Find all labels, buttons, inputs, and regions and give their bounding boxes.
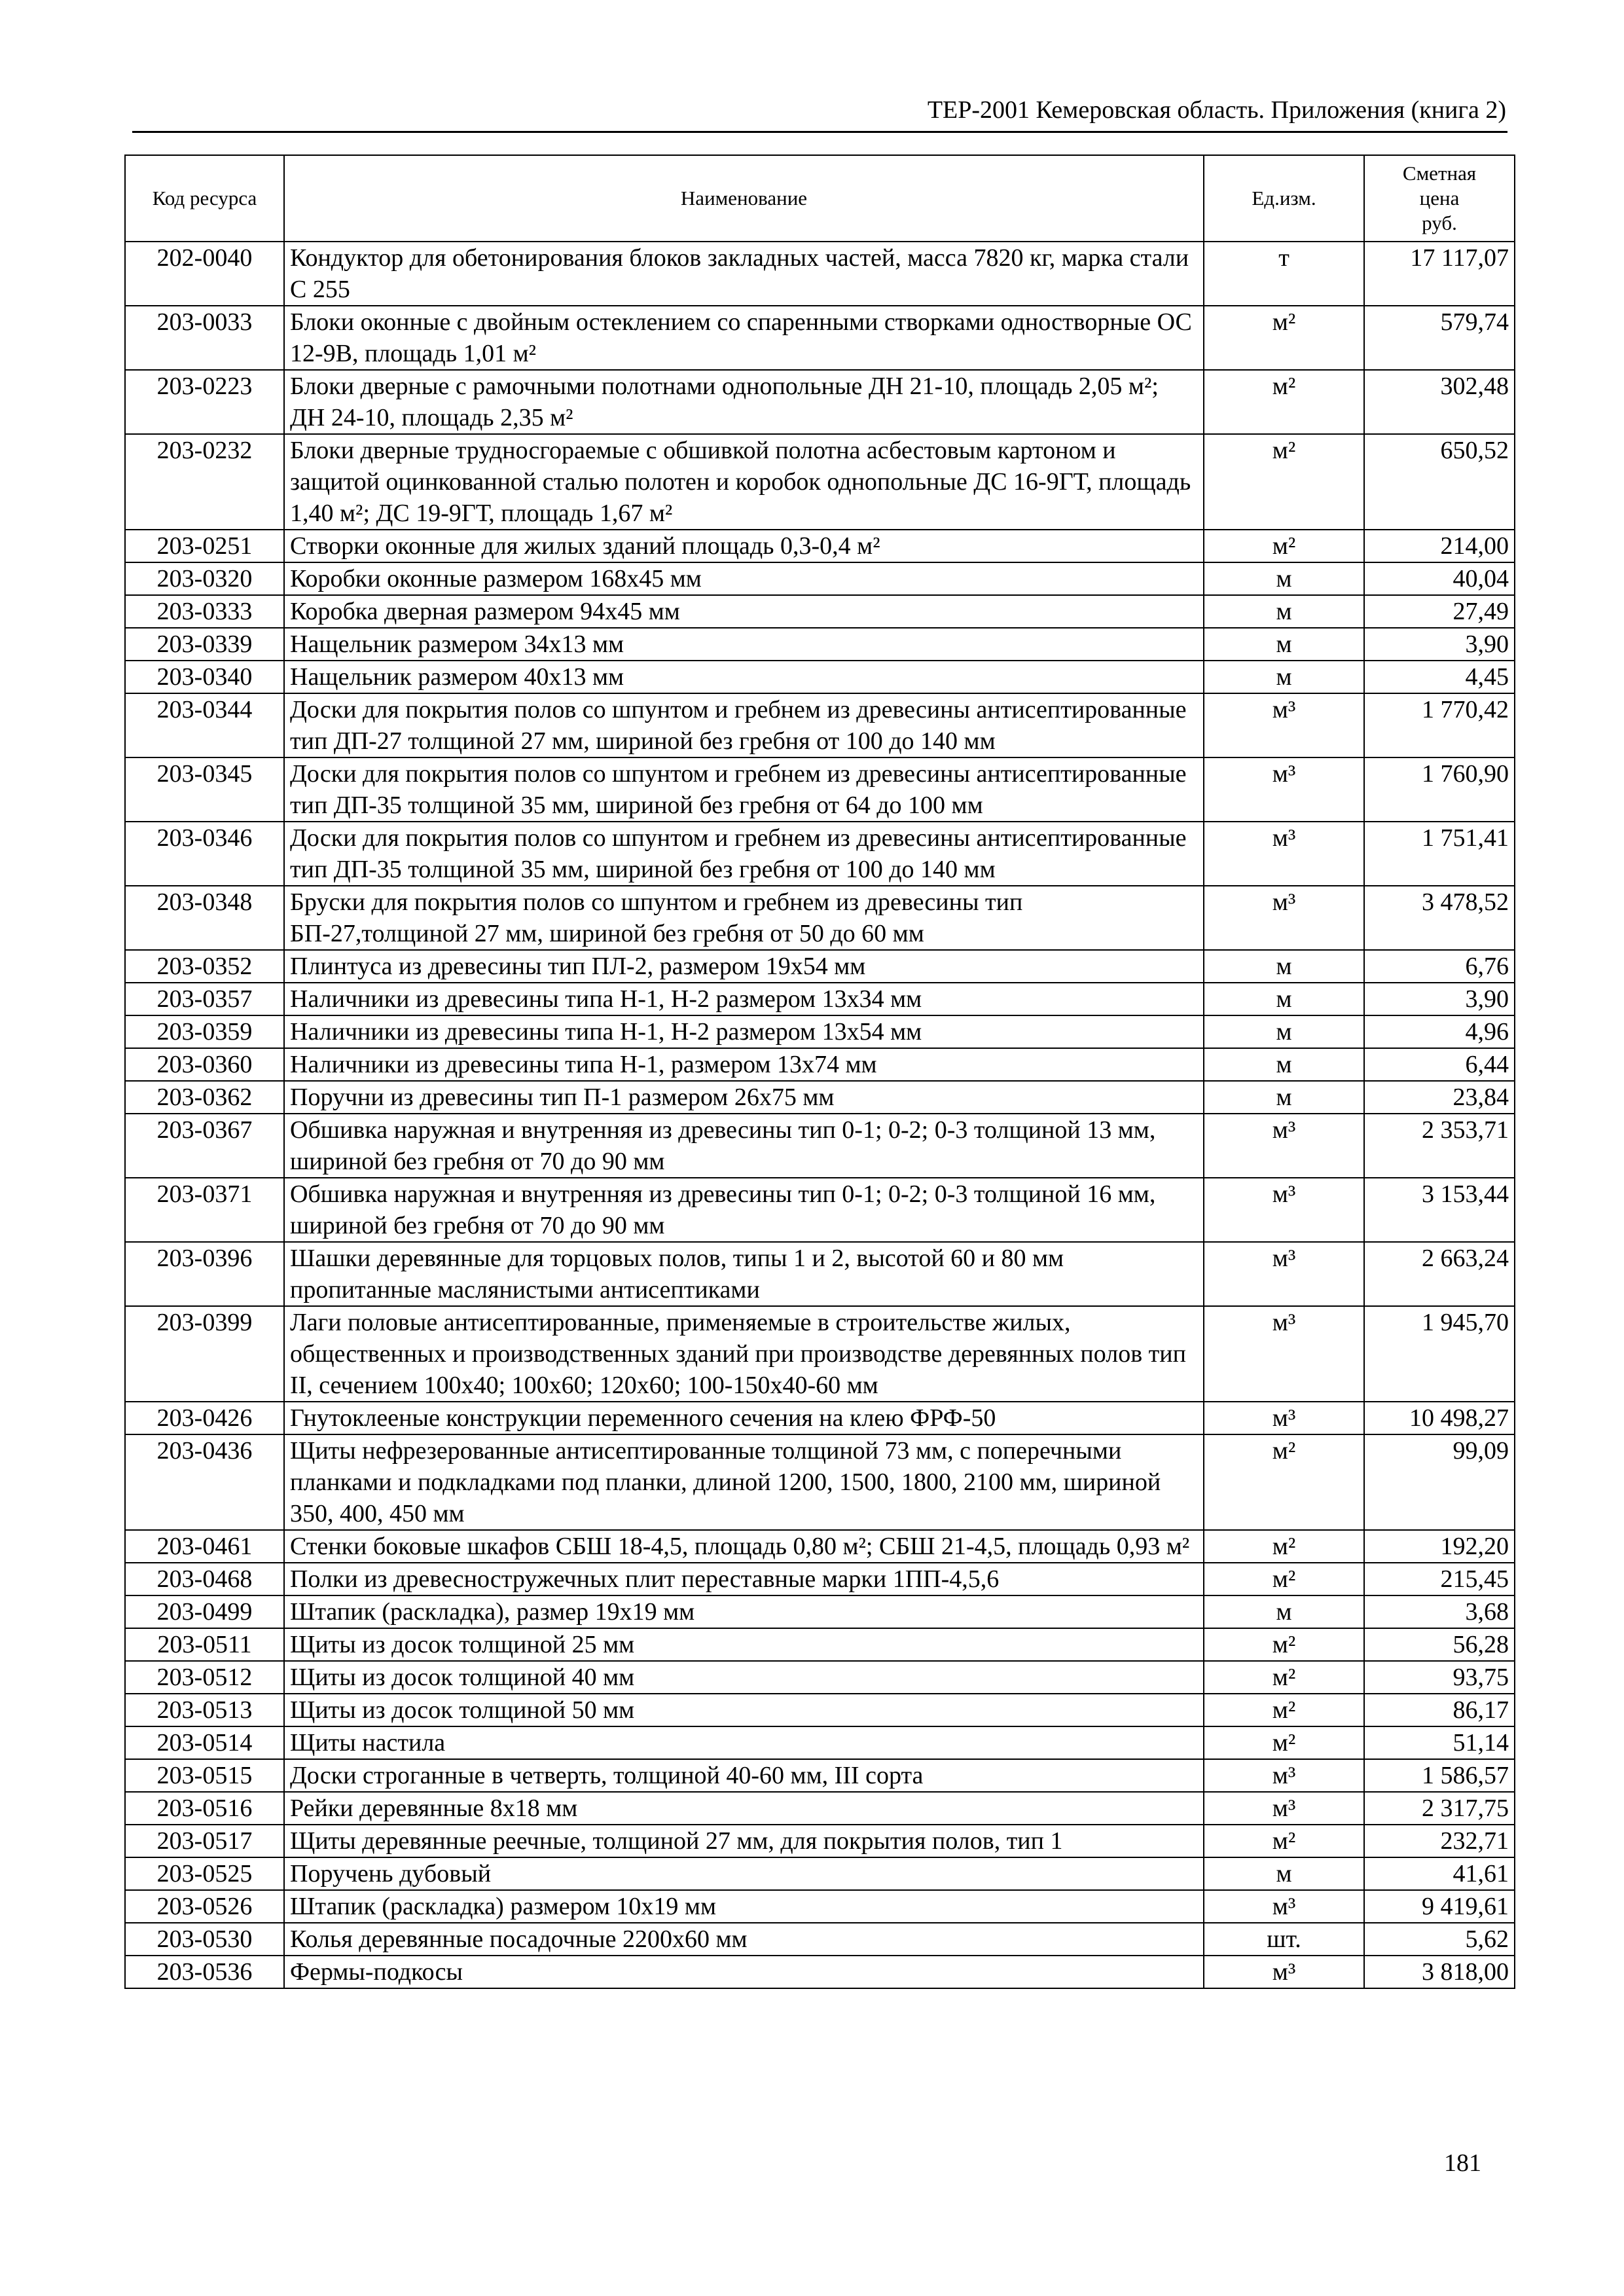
unit-cell: т bbox=[1204, 242, 1364, 306]
column-header-price-line: цена bbox=[1419, 187, 1460, 210]
resource-name-cell: Блоки дверные трудносгораемые с обшивкой полотна асбестовым картоном и защитой оцинкованной сталью полотен и коробок однопольные ДС 16-9ГТ, площадь 1,40 м²; ДС 19-9ГТ, площадь 1,67 м² bbox=[284, 434, 1204, 530]
price-cell: 99,09 bbox=[1364, 1434, 1515, 1530]
price-cell: 3,68 bbox=[1364, 1595, 1515, 1628]
price-cell: 23,84 bbox=[1364, 1081, 1515, 1114]
resource-name-cell: Обшивка наружная и внутренняя из древесины тип 0-1; 0-2; 0-3 толщиной 16 мм, шириной без гребня от 70 до 90 мм bbox=[284, 1178, 1204, 1242]
resource-name-cell: Наличники из древесины типа Н-1, Н-2 размером 13х54 мм bbox=[284, 1015, 1204, 1048]
resource-name-cell: Стенки боковые шкафов СБШ 18-4,5, площадь 0,80 м²; СБШ 21-4,5, площадь 0,93 м² bbox=[284, 1530, 1204, 1563]
resource-code-cell: 203-0344 bbox=[125, 693, 284, 757]
resource-name-cell: Штапик (раскладка), размер 19х19 мм bbox=[284, 1595, 1204, 1628]
table-row bbox=[125, 950, 1515, 983]
column-header-name: Наименование bbox=[284, 155, 1204, 242]
price-cell: 10 498,27 bbox=[1364, 1402, 1515, 1434]
resource-name-cell: Щиты из досок толщиной 50 мм bbox=[284, 1694, 1204, 1726]
price-cell: 302,48 bbox=[1364, 370, 1515, 434]
unit-cell: м² bbox=[1204, 370, 1364, 434]
resource-name-cell: Нащельник размером 40х13 мм bbox=[284, 661, 1204, 693]
resource-name-cell: Щиты нефрезерованные антисептированные толщиной 73 мм, с поперечными планками и подкладками под планки, длиной 1200, 1500, 1800, 2100 мм, шириной 350, 400, 450 мм bbox=[284, 1434, 1204, 1530]
price-cell: 4,96 bbox=[1364, 1015, 1515, 1048]
price-cell: 1 760,90 bbox=[1364, 757, 1515, 822]
table-row bbox=[125, 242, 1515, 306]
price-cell: 3,90 bbox=[1364, 628, 1515, 661]
resource-name-cell: Створки оконные для жилых зданий площадь 0,3-0,4 м² bbox=[284, 530, 1204, 562]
table-row bbox=[125, 1956, 1515, 1988]
resource-name-cell: Доски для покрытия полов со шпунтом и гребнем из древесины антисептированные тип ДП-35 толщиной 35 мм, шириной без гребня от 100 до 140 мм bbox=[284, 822, 1204, 886]
resource-code-cell: 203-0511 bbox=[125, 1628, 284, 1661]
unit-cell: м³ bbox=[1204, 757, 1364, 822]
unit-cell: м bbox=[1204, 595, 1364, 628]
unit-cell: м³ bbox=[1204, 1792, 1364, 1825]
unit-cell: м² bbox=[1204, 434, 1364, 530]
resource-code-cell: 203-0348 bbox=[125, 886, 284, 950]
column-header-price bbox=[1364, 155, 1515, 242]
unit-cell: м bbox=[1204, 950, 1364, 983]
table-header-row bbox=[125, 155, 1515, 242]
table-row bbox=[125, 693, 1515, 757]
resource-code-cell: 203-0530 bbox=[125, 1923, 284, 1956]
price-cell: 232,71 bbox=[1364, 1825, 1515, 1857]
unit-cell: м² bbox=[1204, 530, 1364, 562]
price-cell: 93,75 bbox=[1364, 1661, 1515, 1694]
table-row bbox=[125, 595, 1515, 628]
resource-code-cell: 203-0339 bbox=[125, 628, 284, 661]
resource-code-cell: 203-0033 bbox=[125, 306, 284, 370]
column-header-price-line: руб. bbox=[1422, 211, 1457, 234]
resource-name-cell: Коробки оконные размером 168х45 мм bbox=[284, 562, 1204, 595]
table-row bbox=[125, 822, 1515, 886]
unit-cell: м bbox=[1204, 1595, 1364, 1628]
resource-name-cell: Плинтуса из древесины тип ПЛ-2, размером 19х54 мм bbox=[284, 950, 1204, 983]
unit-cell: м³ bbox=[1204, 1956, 1364, 1988]
resource-name-cell: Блоки оконные с двойным остеклением со спаренными створками одностворные ОС 12-9В, площадь 1,01 м² bbox=[284, 306, 1204, 370]
unit-cell: м bbox=[1204, 562, 1364, 595]
table-row bbox=[125, 1563, 1515, 1595]
resource-code-cell: 203-0514 bbox=[125, 1726, 284, 1759]
resource-name-cell: Нащельник размером 34х13 мм bbox=[284, 628, 1204, 661]
column-header-unit: Ед.изм. bbox=[1204, 155, 1364, 242]
resource-code-cell: 203-0320 bbox=[125, 562, 284, 595]
table-row bbox=[125, 1857, 1515, 1890]
resource-name-cell: Кондуктор для обетонирования блоков закладных частей, масса 7820 кг, марка стали С 255 bbox=[284, 242, 1204, 306]
price-cell: 56,28 bbox=[1364, 1628, 1515, 1661]
table-row bbox=[125, 1434, 1515, 1530]
price-cell: 9 419,61 bbox=[1364, 1890, 1515, 1923]
resource-code-cell: 203-0517 bbox=[125, 1825, 284, 1857]
resource-name-cell: Щиты деревянные реечные, толщиной 27 мм, для покрытия полов, тип 1 bbox=[284, 1825, 1204, 1857]
resource-code-cell: 203-0436 bbox=[125, 1434, 284, 1530]
price-cell: 192,20 bbox=[1364, 1530, 1515, 1563]
unit-cell: м³ bbox=[1204, 1114, 1364, 1178]
resource-name-cell: Рейки деревянные 8х18 мм bbox=[284, 1792, 1204, 1825]
table-row bbox=[125, 628, 1515, 661]
unit-cell: м² bbox=[1204, 1628, 1364, 1661]
table-row bbox=[125, 1694, 1515, 1726]
unit-cell: м³ bbox=[1204, 886, 1364, 950]
resource-code-cell: 203-0461 bbox=[125, 1530, 284, 1563]
unit-cell: м² bbox=[1204, 1530, 1364, 1563]
resource-name-cell: Блоки дверные с рамочными полотнами однопольные ДН 21-10, площадь 2,05 м²; ДН 24-10, площадь 2,35 м² bbox=[284, 370, 1204, 434]
price-cell: 579,74 bbox=[1364, 306, 1515, 370]
resource-name-cell: Доски для покрытия полов со шпунтом и гребнем из древесины антисептированные тип ДП-27 толщиной 27 мм, шириной без гребня от 100 до 140 мм bbox=[284, 693, 1204, 757]
table-row bbox=[125, 370, 1515, 434]
unit-cell: м² bbox=[1204, 1563, 1364, 1595]
resource-name-cell: Поручни из древесины тип П-1 размером 26х75 мм bbox=[284, 1081, 1204, 1114]
unit-cell: м³ bbox=[1204, 1242, 1364, 1306]
unit-cell: м² bbox=[1204, 1661, 1364, 1694]
unit-cell: шт. bbox=[1204, 1923, 1364, 1956]
resource-name-cell: Щиты настила bbox=[284, 1726, 1204, 1759]
resource-name-cell: Фермы-подкосы bbox=[284, 1956, 1204, 1988]
resource-code-cell: 203-0516 bbox=[125, 1792, 284, 1825]
price-cell: 40,04 bbox=[1364, 562, 1515, 595]
price-cell: 214,00 bbox=[1364, 530, 1515, 562]
unit-cell: м bbox=[1204, 661, 1364, 693]
unit-cell: м² bbox=[1204, 306, 1364, 370]
price-cell: 3 153,44 bbox=[1364, 1178, 1515, 1242]
price-cell: 86,17 bbox=[1364, 1694, 1515, 1726]
price-cell: 17 117,07 bbox=[1364, 242, 1515, 306]
unit-cell: м bbox=[1204, 628, 1364, 661]
table-row bbox=[125, 1726, 1515, 1759]
resource-code-cell: 203-0333 bbox=[125, 595, 284, 628]
unit-cell: м bbox=[1204, 1857, 1364, 1890]
resource-code-cell: 203-0513 bbox=[125, 1694, 284, 1726]
resource-code-cell: 203-0357 bbox=[125, 983, 284, 1015]
column-header-code: Код ресурса bbox=[125, 155, 284, 242]
price-cell: 2 317,75 bbox=[1364, 1792, 1515, 1825]
resource-name-cell: Обшивка наружная и внутренняя из древесины тип 0-1; 0-2; 0-3 толщиной 13 мм, шириной без гребня от 70 до 90 мм bbox=[284, 1114, 1204, 1178]
price-cell: 1 770,42 bbox=[1364, 693, 1515, 757]
table-row bbox=[125, 530, 1515, 562]
table-row bbox=[125, 1530, 1515, 1563]
resource-code-cell: 203-0499 bbox=[125, 1595, 284, 1628]
table-row bbox=[125, 1923, 1515, 1956]
table-row bbox=[125, 1015, 1515, 1048]
resource-name-cell: Колья деревянные посадочные 2200х60 мм bbox=[284, 1923, 1204, 1956]
resource-code-cell: 203-0525 bbox=[125, 1857, 284, 1890]
table-row bbox=[125, 1595, 1515, 1628]
price-cell: 1 945,70 bbox=[1364, 1306, 1515, 1402]
price-cell: 27,49 bbox=[1364, 595, 1515, 628]
resource-code-cell: 203-0360 bbox=[125, 1048, 284, 1081]
resource-code-cell: 203-0352 bbox=[125, 950, 284, 983]
unit-cell: м² bbox=[1204, 1726, 1364, 1759]
table-row bbox=[125, 1792, 1515, 1825]
resource-code-cell: 203-0362 bbox=[125, 1081, 284, 1114]
unit-cell: м² bbox=[1204, 1694, 1364, 1726]
table-row bbox=[125, 306, 1515, 370]
table-row bbox=[125, 1081, 1515, 1114]
unit-cell: м bbox=[1204, 983, 1364, 1015]
table-row bbox=[125, 661, 1515, 693]
page-header-title: ТЕР-2001 Кемеровская область. Приложения (книга 2) bbox=[927, 96, 1506, 124]
resource-code-cell: 203-0426 bbox=[125, 1402, 284, 1434]
resource-code-cell: 203-0251 bbox=[125, 530, 284, 562]
resource-code-cell: 203-0371 bbox=[125, 1178, 284, 1242]
unit-cell: м bbox=[1204, 1081, 1364, 1114]
resource-name-cell: Поручень дубовый bbox=[284, 1857, 1204, 1890]
unit-cell: м³ bbox=[1204, 822, 1364, 886]
unit-cell: м³ bbox=[1204, 1306, 1364, 1402]
unit-cell: м² bbox=[1204, 1434, 1364, 1530]
price-cell: 51,14 bbox=[1364, 1726, 1515, 1759]
price-cell: 4,45 bbox=[1364, 661, 1515, 693]
table-row bbox=[125, 1759, 1515, 1792]
table-row bbox=[125, 1114, 1515, 1178]
table-row bbox=[125, 886, 1515, 950]
unit-cell: м³ bbox=[1204, 1890, 1364, 1923]
unit-cell: м bbox=[1204, 1015, 1364, 1048]
price-cell: 1 751,41 bbox=[1364, 822, 1515, 886]
resource-name-cell: Бруски для покрытия полов со шпунтом и гребнем из древесины тип БП-27,толщиной 27 мм, шириной без гребня от 50 до 60 мм bbox=[284, 886, 1204, 950]
resource-code-cell: 203-0340 bbox=[125, 661, 284, 693]
table-body bbox=[125, 242, 1515, 1988]
price-cell: 2 663,24 bbox=[1364, 1242, 1515, 1306]
resource-code-cell: 203-0345 bbox=[125, 757, 284, 822]
resource-name-cell: Штапик (раскладка) размером 10х19 мм bbox=[284, 1890, 1204, 1923]
resource-code-cell: 203-0399 bbox=[125, 1306, 284, 1402]
price-cell: 6,44 bbox=[1364, 1048, 1515, 1081]
resource-code-cell: 203-0512 bbox=[125, 1661, 284, 1694]
resource-name-cell: Лаги половые антисептированные, применяемые в строительстве жилых, общественных и производственных зданий при производстве деревянных полов тип II, сечением 100х40; 100х60; 120х60; 100-150х40-60 мм bbox=[284, 1306, 1204, 1402]
resource-name-cell: Доски строганные в четверть, толщиной 40-60 мм, III сорта bbox=[284, 1759, 1204, 1792]
table-row bbox=[125, 1242, 1515, 1306]
resource-code-cell: 203-0232 bbox=[125, 434, 284, 530]
table-row bbox=[125, 1890, 1515, 1923]
price-cell: 3 478,52 bbox=[1364, 886, 1515, 950]
resource-name-cell: Гнутоклееные конструкции переменного сечения на клею ФРФ-50 bbox=[284, 1402, 1204, 1434]
price-cell: 2 353,71 bbox=[1364, 1114, 1515, 1178]
price-cell: 3,90 bbox=[1364, 983, 1515, 1015]
resource-code-cell: 203-0515 bbox=[125, 1759, 284, 1792]
resource-code-cell: 202-0040 bbox=[125, 242, 284, 306]
unit-cell: м³ bbox=[1204, 1759, 1364, 1792]
resource-code-cell: 203-0367 bbox=[125, 1114, 284, 1178]
price-cell: 1 586,57 bbox=[1364, 1759, 1515, 1792]
resource-code-cell: 203-0526 bbox=[125, 1890, 284, 1923]
price-cell: 5,62 bbox=[1364, 1923, 1515, 1956]
table-row bbox=[125, 757, 1515, 822]
resource-name-cell: Доски для покрытия полов со шпунтом и гребнем из древесины антисептированные тип ДП-35 толщиной 35 мм, шириной без гребня от 64 до 100 мм bbox=[284, 757, 1204, 822]
resource-price-table bbox=[124, 155, 1515, 1989]
unit-cell: м³ bbox=[1204, 1178, 1364, 1242]
table-row bbox=[125, 562, 1515, 595]
resource-code-cell: 203-0346 bbox=[125, 822, 284, 886]
table-row bbox=[125, 1402, 1515, 1434]
resource-code-cell: 203-0536 bbox=[125, 1956, 284, 1988]
table-row bbox=[125, 1048, 1515, 1081]
resource-code-cell: 203-0396 bbox=[125, 1242, 284, 1306]
unit-cell: м³ bbox=[1204, 1402, 1364, 1434]
column-header-price-line: Сметная bbox=[1402, 162, 1477, 185]
table-row bbox=[125, 434, 1515, 530]
price-cell: 41,61 bbox=[1364, 1857, 1515, 1890]
resource-name-cell: Щиты из досок толщиной 25 мм bbox=[284, 1628, 1204, 1661]
unit-cell: м² bbox=[1204, 1825, 1364, 1857]
header-divider bbox=[132, 131, 1507, 133]
table-row bbox=[125, 1628, 1515, 1661]
resource-code-cell: 203-0359 bbox=[125, 1015, 284, 1048]
price-cell: 3 818,00 bbox=[1364, 1956, 1515, 1988]
table-row bbox=[125, 1178, 1515, 1242]
resource-name-cell: Щиты из досок толщиной 40 мм bbox=[284, 1661, 1204, 1694]
table-row bbox=[125, 1825, 1515, 1857]
unit-cell: м bbox=[1204, 1048, 1364, 1081]
table-row bbox=[125, 983, 1515, 1015]
page-number: 181 bbox=[1444, 2149, 1481, 2177]
resource-name-cell: Полки из древесностружечных плит переставные марки 1ПП-4,5,6 bbox=[284, 1563, 1204, 1595]
resource-name-cell: Коробка дверная размером 94х45 мм bbox=[284, 595, 1204, 628]
price-cell: 650,52 bbox=[1364, 434, 1515, 530]
unit-cell: м³ bbox=[1204, 693, 1364, 757]
resource-code-cell: 203-0468 bbox=[125, 1563, 284, 1595]
table-row bbox=[125, 1306, 1515, 1402]
resource-name-cell: Шашки деревянные для торцовых полов, типы 1 и 2, высотой 60 и 80 мм пропитанные маслянистыми антисептиками bbox=[284, 1242, 1204, 1306]
table-row bbox=[125, 1661, 1515, 1694]
resource-name-cell: Наличники из древесины типа Н-1, размером 13х74 мм bbox=[284, 1048, 1204, 1081]
price-cell: 215,45 bbox=[1364, 1563, 1515, 1595]
resource-name-cell: Наличники из древесины типа Н-1, Н-2 размером 13х34 мм bbox=[284, 983, 1204, 1015]
price-cell: 6,76 bbox=[1364, 950, 1515, 983]
resource-code-cell: 203-0223 bbox=[125, 370, 284, 434]
